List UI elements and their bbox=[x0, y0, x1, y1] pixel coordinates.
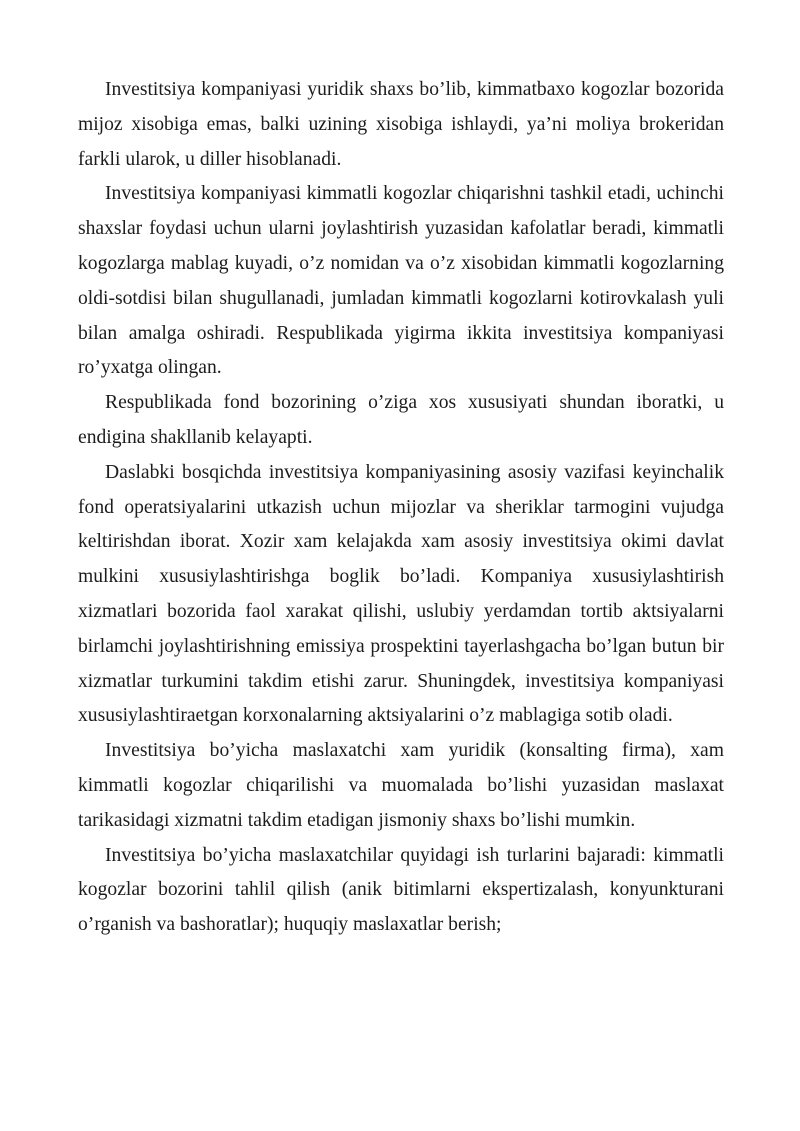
paragraph: Investitsiya bo’yicha maslaxatchilar quyidagi ish turlarini bajaradi: kimmatli kogozlar bozorini tahlil qilish (anik bitimlarni ekspertizalash, konyunkturani o’rganish va bashoratlar); huquqiy maslaxatlar berish; bbox=[78, 844, 724, 936]
paragraph: Investitsiya kompaniyasi yuridik shaxs bo’lib, kimmatbaxo kogozlar bozorida mijoz xisobiga emas, balki uzining xisobiga ishlaydi, ya’ni moliya brokeridan farkli ularok, u diller hisoblanadi. bbox=[78, 79, 724, 170]
paragraph: Respublikada fond bozorining o’ziga xos xususiyati shundan iboratki, u endigina shakllanib kelayapti. bbox=[78, 392, 724, 448]
paragraph: Daslabki bosqichda investitsiya kompaniyasining asosiy vazifasi keyinchalik fond operatsiyalarini utkazish uchun mijozlar va sheriklar tarmogini vujudga keltirishdan iborat. Xozir xam kelajakda xam asosiy investitsiya okimi davlat mulkini xususiylashtirishga boglik bo’ladi. Kompaniya xususiylashtirish xizmatlari bozorida faol xarakat qilishi, uslubiy yerdamdan tortib aktsiyalarni birlamchi joylashtirishning emissiya prospektini tayerlashgacha bo’lgan butun bir xizmatlar turkumini takdim etishi zarur. Shuningdek, investitsiya kompaniyasi xususiylashtiraetgan korxonalarning aktsiyalarini o’z mablagiga sotib oladi. bbox=[78, 461, 724, 727]
document-body bbox=[78, 73, 724, 943]
paragraph: Investitsiya kompaniyasi kimmatli kogozlar chiqarishni tashkil etadi, uchinchi shaxslar foydasi uchun ularni joylashtirish yuzasidan kafolatlar beradi, kimmatli kogozlarga mablag kuyadi, o’z nomidan va o’z xisobidan kimmatli kogozlarning oldi-sotdisi bilan shugullanadi, jumladan kimmatli kogozlarni kotirovkalash yuli bilan amalga oshiradi. Respublikada yigirma ikkita investitsiya kompaniyasi ro’yxatga olingan. bbox=[78, 183, 724, 379]
paragraph: Investitsiya bo’yicha maslaxatchi xam yuridik (konsalting firma), xam kimmatli kogozlar chiqarilishi va muomalada bo’lishi yuzasidan maslaxat tarikasidagi xizmatni takdim etadigan jismoniy shaxs bo’lishi mumkin. bbox=[78, 740, 724, 831]
